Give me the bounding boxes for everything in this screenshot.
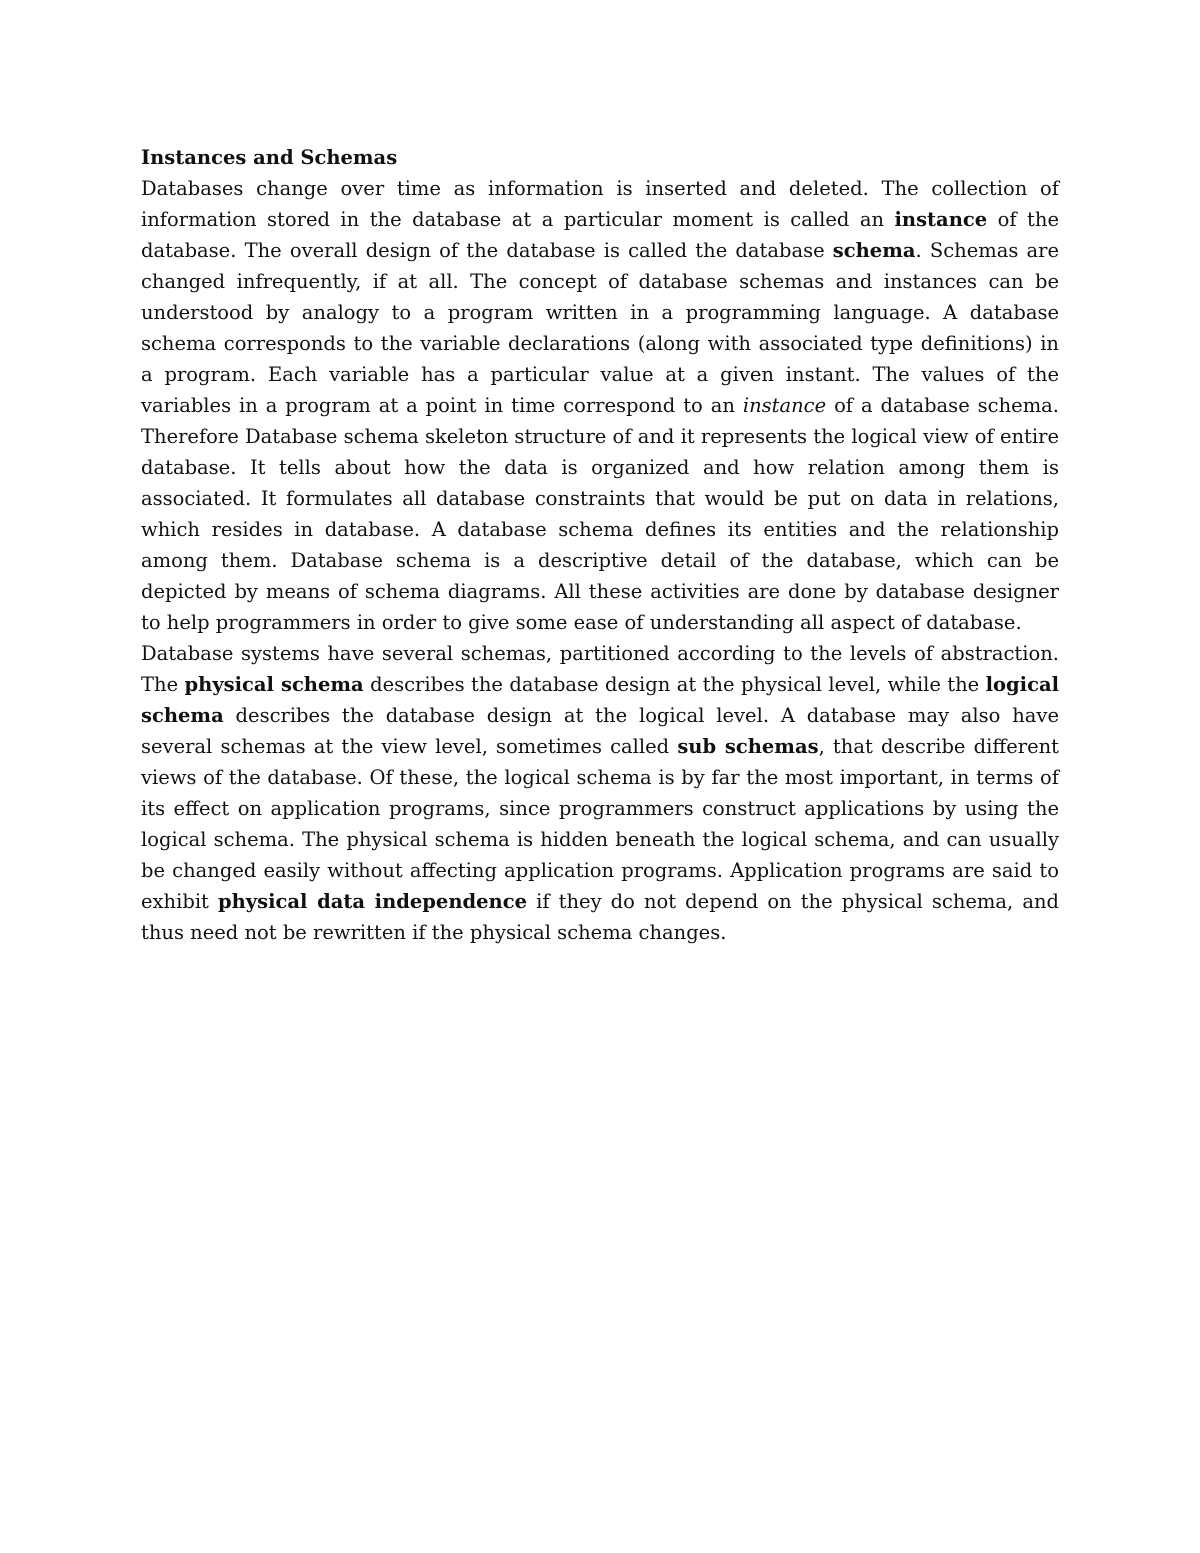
term-physical-schema: physical schema	[184, 673, 364, 696]
text-run: describes the database design at the physical level, while the	[363, 673, 986, 696]
document-body	[141, 142, 1059, 948]
term-logical-schema: logical schema	[141, 673, 1059, 727]
text-run: . Schemas are changed infrequently, if at all. The concept of database schemas and instances can be understood by analogy to a program written in a programming language. A database schema corresponds to the variable declarations (along with associated type definitions) in a program. Each variable has a particular value at a given instant. The values of the variables in a program at a point in time correspond to an	[141, 239, 1059, 417]
text-run: of a database schema. Therefore Database schema skeleton structure of and it represents the logical view of entire database. It tells about how the data is organized and how relation among them is associated. It formulates all database constraints that would be put on data in relations, which resides in database. A database schema defines its entities and the relationship among them. Database schema is a descriptive detail of the database, which can be depicted by means of schema diagrams. All these activities are done by database designer to help programmers in order to give some ease of understanding all aspect of database.	[141, 394, 1060, 634]
term-instance: instance	[894, 208, 988, 231]
term-instance-italic: instance	[742, 394, 827, 417]
term-schema: schema	[832, 239, 916, 262]
term-sub-schemas: sub schemas	[677, 735, 819, 758]
text-run: describes the database design at the logical level. A database may also have several schemas at the view level, sometimes called	[141, 704, 1059, 758]
text-run: Databases change over time as information is inserted and deleted. The collection of information stored in the database at a particular moment is called an	[141, 177, 1059, 231]
text-run: of the database. The overall design of the database is called the database	[141, 208, 1059, 262]
text-run: , that describe different views of the database. Of these, the logical schema is by far the most important, in terms of its effect on application programs, since programmers construct applications by using the logical schema. The physical schema is hidden beneath the logical schema, and can usually be changed easily without affecting application programs. Application programs are said to exhibit	[141, 735, 1060, 913]
text-run: Database systems have several schemas, partitioned according to the levels of abstraction. The	[141, 642, 1059, 696]
text-run: if they do not depend on the physical schema, and thus need not be rewritten if the physical schema changes.	[141, 890, 1059, 944]
term-physical-data-independence: physical data independence	[217, 890, 528, 913]
section-heading: Instances and Schemas	[141, 146, 398, 169]
paragraph-instances	[141, 173, 1059, 638]
paragraph-schema-levels	[141, 638, 1059, 948]
